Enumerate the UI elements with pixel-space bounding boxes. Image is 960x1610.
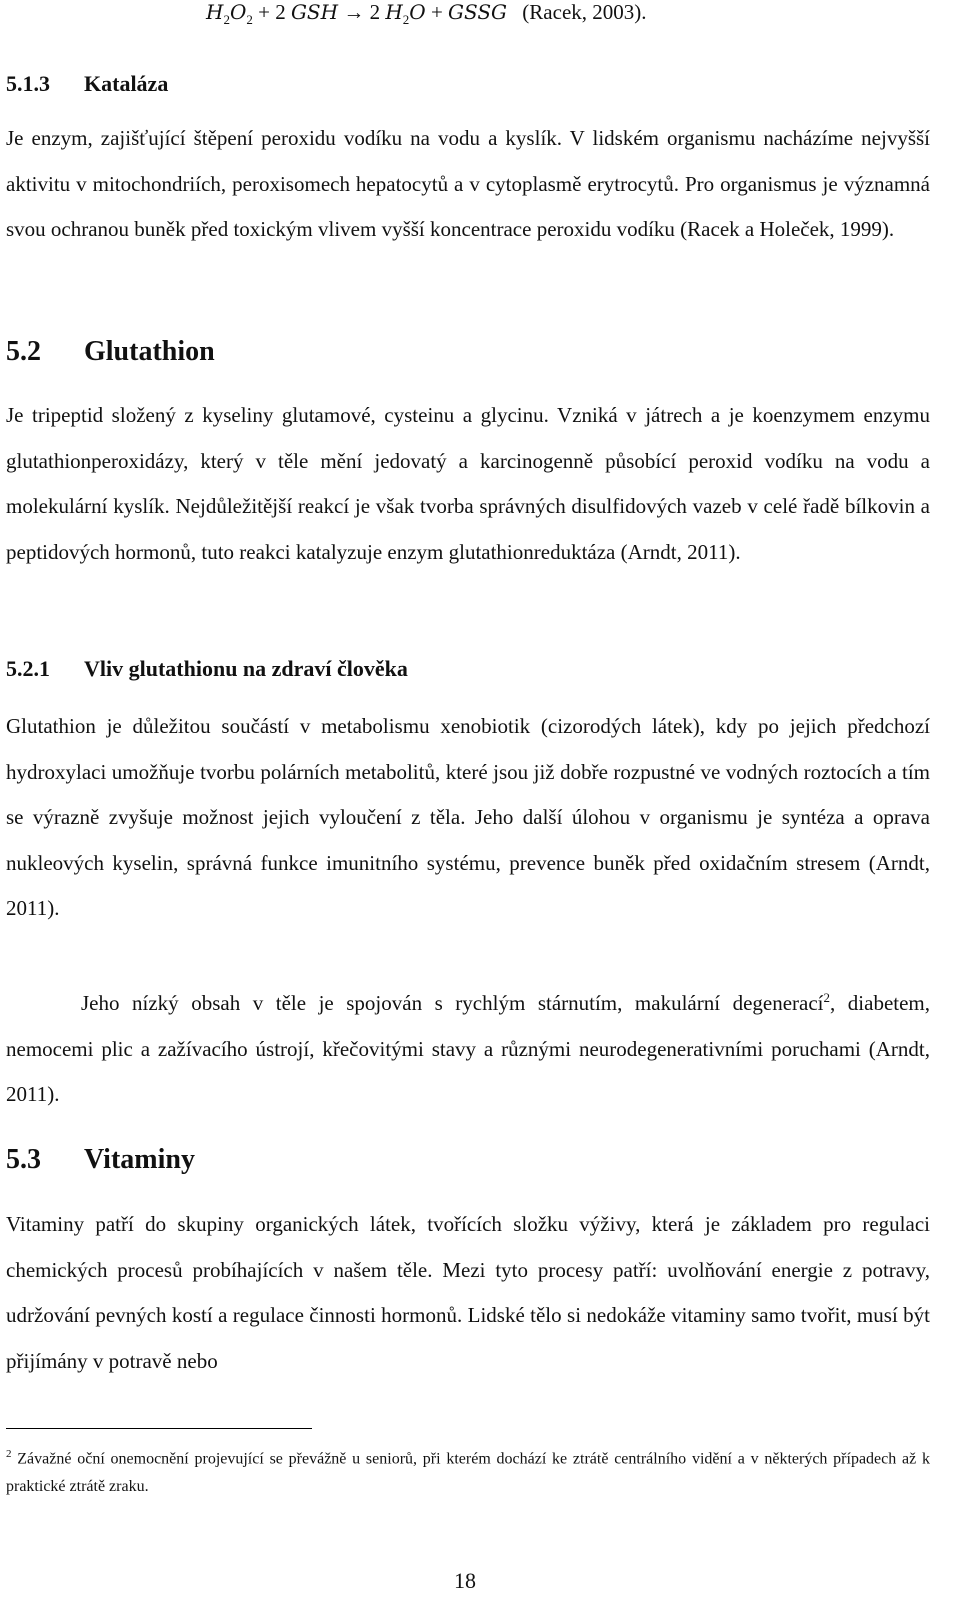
footnote bbox=[6, 1440, 930, 1501]
footnote-marker: 2 bbox=[6, 1448, 12, 1460]
equation bbox=[206, 0, 647, 28]
heading-title: Vitaminy bbox=[84, 1144, 195, 1175]
footnote-ref: 2 bbox=[823, 990, 831, 1005]
heading-glutathion bbox=[6, 336, 215, 368]
heading-title: Kataláza bbox=[84, 71, 169, 96]
paragraph-catalase: Je enzym, zajišťující štěpení peroxidu vodíku na vodu a kyslík. V lidském organismu nacházíme nejvyšší aktivitu v mitochondriích, peroxisomech hepatocytů a v cytoplasmě erytrocytů. Pro organismus je významná svou ochranou buněk před toxickým vlivem vyšší koncentrace peroxidu vodíku (Racek a Holeček, 1999). bbox=[6, 126, 930, 241]
eq-sub: 2 bbox=[223, 12, 230, 28]
footnote-text: Závažné oční onemocnění projevující se převážně u seniorů, při kterém dochází ke ztrátě centrálního vidění a v některých případech až k praktické ztrátě zraku. bbox=[6, 1450, 930, 1496]
eq-term: H bbox=[206, 0, 224, 24]
heading-number: 5.3 bbox=[6, 1144, 41, 1175]
eq-sub: 2 bbox=[402, 12, 410, 28]
paragraph-vitamins: Vitaminy patří do skupiny organických látek, tvořících složku výživy, která je základem pro regulaci chemických procesů probíhajících v našem těle. Mezi tyto procesy patří: uvolňování energie z potravy, udržování pevných kostí a regulace činnosti hormonů. Lidské tělo si nedokáže vitaminy samo tvořit, musí být přijímány v potravě nebo bbox=[6, 1212, 930, 1373]
footnote-divider bbox=[6, 1428, 312, 1429]
heading-number: 5.2.1 bbox=[6, 656, 50, 681]
eq-term: O bbox=[229, 0, 247, 24]
eq-citation: (Racek, 2003). bbox=[522, 0, 647, 24]
heading-number: 5.2 bbox=[6, 336, 41, 367]
eq-term: GSSG bbox=[448, 0, 508, 24]
page-number: 18 bbox=[454, 1568, 476, 1593]
eq-sub: 2 bbox=[246, 12, 253, 28]
eq-arrow: → 2 bbox=[338, 0, 386, 24]
heading-vitamins bbox=[6, 1144, 195, 1176]
heading-title: Glutathion bbox=[84, 336, 215, 367]
heading-number: 5.1.3 bbox=[6, 71, 50, 96]
paragraph-glutathion: Je tripeptid složený z kyseliny glutamové, cysteinu a glycinu. Vzniká v játrech a je koenzymem enzymu glutathionperoxidázy, který v těle mění jedovatý a karcinogenně působící peroxid vodíku na vodu a molekulární kyslík. Nejdůležitější reakcí je však tvorba správných disulfidových vazeb v celé řadě bílkovin a peptidových hormonů, tuto reakci katalyzuje enzym glutathionreduktáza (Arndt, 2011). bbox=[6, 403, 930, 564]
paragraph-health-1: Glutathion je důležitou součástí v metabolismu xenobiotik (cizorodých látek), kdy po jejich předchozí hydroxylaci umožňuje tvorbu polárních metabolitů, které jsou již dobře rozpustné ve vodných roztocích a tím se výrazně zvyšuje možnost jejich vyloučení z těla. Jeho další úlohou v organismu je syntéza a oprava nukleových kyselin, správná funkce imunitního systému, prevence buněk před oxidačním stresem (Arndt, 2011). bbox=[6, 714, 930, 920]
paragraph-health-2 bbox=[6, 975, 930, 1118]
eq-term: H bbox=[385, 0, 403, 24]
heading-title: Vliv glutathionu na zdraví člověka bbox=[84, 656, 408, 681]
text-run: Jeho nízký obsah v těle je spojován s rychlým stárnutím, makulární degenerací bbox=[81, 991, 824, 1015]
heading-catalase bbox=[6, 71, 168, 97]
heading-health bbox=[6, 656, 408, 682]
eq-term: GSH bbox=[290, 0, 339, 24]
eq-op: + 2 bbox=[252, 0, 291, 24]
eq-term: O bbox=[409, 0, 426, 24]
text-run: , diabetem, nemocemi plic a zažívacího ústrojí, křečovitými stavy a různými neurodegenerativními poruchami (Arndt, 2011). bbox=[6, 991, 931, 1106]
eq-op: + bbox=[425, 0, 449, 24]
